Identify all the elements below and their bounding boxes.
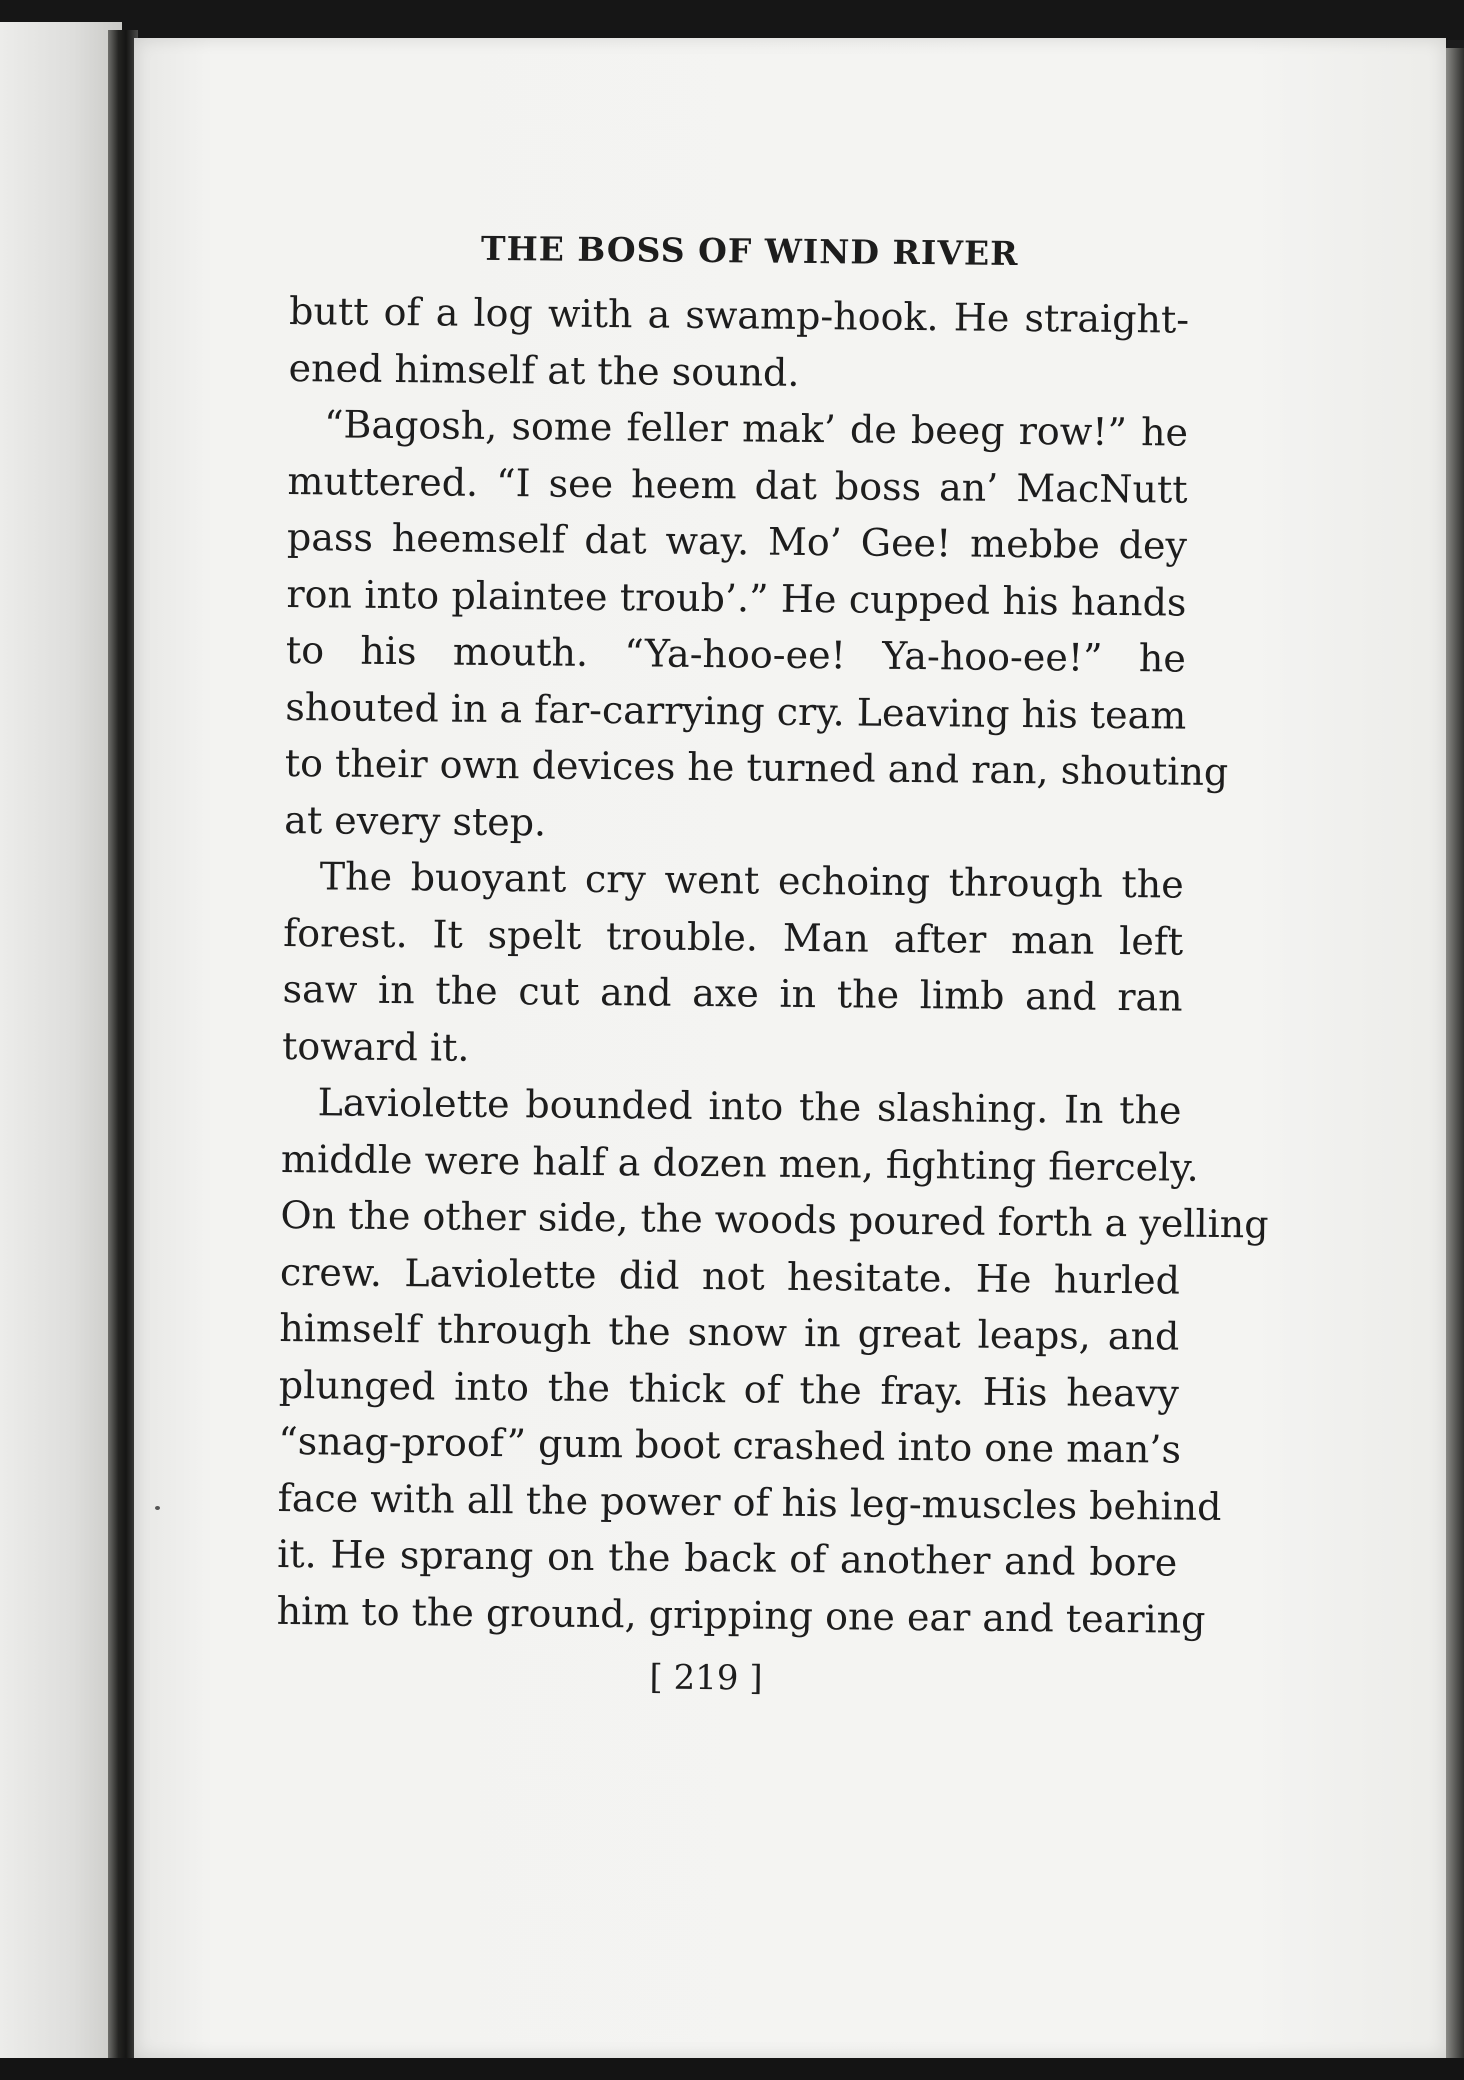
text-line: pass heemself dat way. Mo’ Gee! mebbe dey xyxy=(286,514,1188,568)
text-line: shouted in a far-carrying cry. Leaving his team xyxy=(285,684,1187,738)
text-line: butt of a log with a swamp-hook. He straight- xyxy=(288,288,1190,342)
text-line: at every step. xyxy=(284,797,547,844)
scan-background-top xyxy=(0,0,1464,40)
text-line: face with all the power of his leg-muscles behind xyxy=(277,1475,1222,1529)
text-line: himself through the snow in great leaps, and xyxy=(279,1305,1180,1359)
text-line: ron into plaintee troub’.” He cupped his hands xyxy=(286,571,1187,625)
text-line: it. He sprang on the back of another and bore xyxy=(277,1531,1178,1585)
text-line: to his mouth. “Ya-hoo-ee! Ya-hoo-ee!” he xyxy=(285,627,1187,681)
text-line: “Bagosh, some feller mak’ de beeg row!” he xyxy=(323,402,1189,455)
body-text xyxy=(276,283,1269,1648)
text-line: The buoyant cry went echoing through the xyxy=(319,854,1184,907)
text-line: plunged into the thick of the fray. His heavy xyxy=(278,1362,1180,1416)
text-line: to their own devices he turned and ran, shouting xyxy=(284,740,1229,795)
text-line: ened himself at the sound. xyxy=(288,345,800,395)
left-page-edge xyxy=(0,22,122,2062)
text-line: forest. It spelt trouble. Man after man left xyxy=(282,910,1184,964)
page-edge-shadow xyxy=(1446,48,1464,2058)
scan-background-bottom xyxy=(0,2058,1464,2080)
text-line: middle were half a dozen men, fighting fiercely. xyxy=(280,1136,1199,1190)
text-line: “snag-proof” gum boot crashed into one man’s xyxy=(278,1418,1182,1472)
text-line: saw in the cut and axe in the limb and ran xyxy=(282,966,1183,1020)
page-number: [ 219 ] xyxy=(649,1657,763,1699)
text-line: crew. Laviolette did not hesitate. He hurled xyxy=(279,1249,1181,1303)
page-text-block xyxy=(276,225,1269,1708)
running-head: THE BOSS OF WIND RIVER xyxy=(480,228,1019,273)
text-line: toward it. xyxy=(281,1023,470,1070)
text-line: On the other side, the woods poured forth a yelling xyxy=(280,1192,1269,1247)
text-line: him to the ground, gripping one ear and tearing xyxy=(276,1588,1206,1642)
text-line: Laviolette bounded into the slashing. In the xyxy=(317,1080,1182,1133)
paper-speck xyxy=(155,1506,160,1510)
text-line: muttered. “I see heem dat boss an’ MacNutt xyxy=(287,458,1188,512)
